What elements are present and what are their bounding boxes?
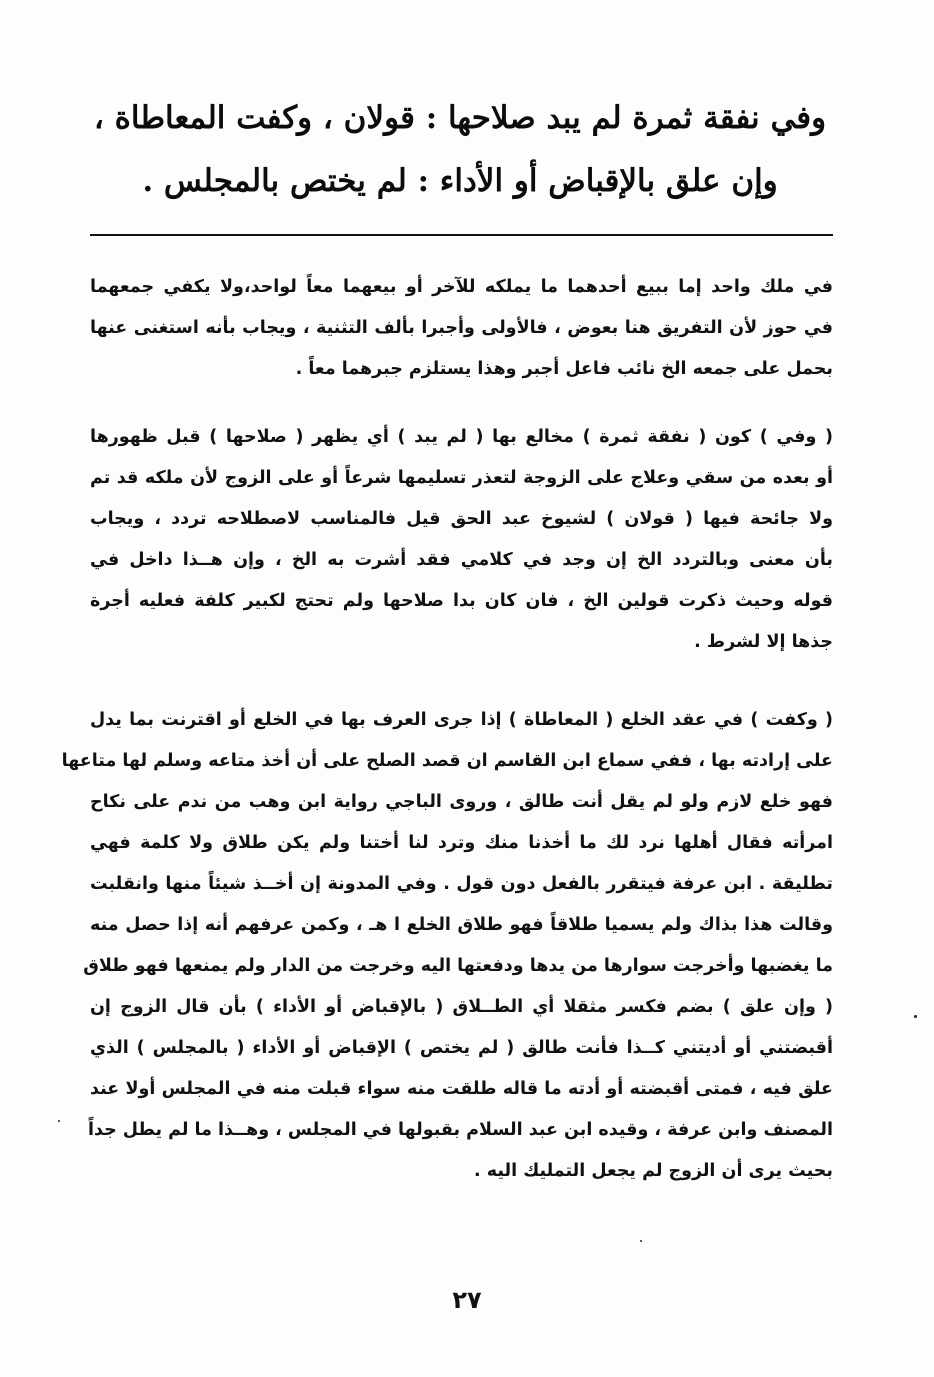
commentary-paragraph-1 (90, 267, 833, 390)
commentary-paragraph-2 (90, 417, 833, 663)
matn-line-2: وإن علق بالإقباض أو الأداء : لم يختص بالمجلس . (142, 163, 778, 199)
text-line: ( وكفت ) في عقد الخلع ( المعاطاة ) إذا جرى العرف بها في الخلع أو اقترنت بما يدل (90, 710, 833, 730)
text-line: في حوز لأن التفريق هنا بعوض ، فالأولى وأجبرا بألف التثنية ، ويجاب بأنه استغنى عنها (90, 318, 833, 338)
text-line: قوله وحيث ذكرت قولين الخ ، فان كان بدا صلاحها ولم تحتج لكبير كلفة فعليه أجرة (90, 591, 833, 611)
scan-speck (58, 1120, 60, 1122)
scan-speck (640, 1240, 642, 1242)
text-line: أو بعده من سقي وعلاج على الزوجة لتعذر تسليمها شرعاً أو على الزوج لأن ملكه قد تم (90, 468, 833, 488)
text-line: أقبضتني أو أديتني كــذا فأنت طالق ( لم يختص ) الإقباض أو الأداء ( بالمجلس ) الذي (90, 1038, 833, 1058)
header-divider (90, 234, 833, 236)
text-line: بحمل على جمعه الخ نائب فاعل أجبر وهذا يستلزم جبرهما معاً . (295, 359, 833, 379)
text-line: في ملك واحد إما ببيع أحدهما ما يملكه للآخر أو بيعهما معاً لواحد،ولا يكفي جمعهما (90, 277, 833, 297)
scan-speck (914, 1015, 917, 1018)
text-line: امرأته فقال أهلها نرد لك ما أخذنا منك وترد لنا أختنا ولم يكن طلاق ولا كلمة فهي (90, 833, 833, 853)
text-line: بحيث يرى أن الزوج لم يجعل التمليك اليه . (474, 1161, 833, 1181)
text-line: ما يغضبها وأخرجت سوارها من يدها ودفعتها اليه وخرجت من الدار ولم يمنعها فهو طلاق (83, 956, 833, 976)
commentary-paragraph-3 (61, 700, 833, 1192)
text-line: المصنف وابن عرفة ، وقيده ابن عبد السلام بقبولها في المجلس ، وهــذا ما لم يطل جداً (87, 1120, 833, 1140)
text-line: وقالت هذا بذاك ولم يسميا طلاقاً فهو طلاق الخلع ا هـ ، وكمن عرفهم أنه إذا حصل منه (90, 915, 833, 935)
matn-line-1: وفي نفقة ثمرة لم يبد صلاحها : قولان ، وكفت المعاطاة ، (93, 100, 827, 136)
page-number: ٢٧ (452, 1286, 482, 1314)
text-line: فهو خلع لازم ولو لم يقل أنت طالق ، وروى الباجي رواية ابن وهب من ندم على نكاح (90, 792, 833, 812)
text-line: ( وإن علق ) بضم فكسر مثقلا أي الطــلاق ( بالإقباض أو الأداء ) بأن قال الزوج إن (90, 997, 833, 1017)
text-line: جذها إلا لشرط . (694, 632, 833, 652)
text-line: بأن معنى وبالتردد الخ إن وجد في كلامي فقد أشرت به الخ ، وإن هــذا داخل في (90, 550, 833, 570)
text-line: تطليقة . ابن عرفة فيتقرر بالفعل دون قول . وفي المدونة إن أخــذ شيئاً منها وانقلبت (90, 874, 833, 894)
text-line: على إرادته بها ، ففي سماع ابن القاسم ان قصد الصلح على أن أخذ متاعه وسلم لها متاعها (61, 751, 833, 771)
text-line: ( وفي ) كون ( نفقة ثمرة ) مخالع بها ( لم يبد ) أي يظهر ( صلاحها ) قبل ظهورها (90, 427, 833, 447)
text-line: علق فيه ، فمتى أقبضته أو أدته ما قاله طلقت منه سواء قبلت منه في المجلس أولا عند (90, 1079, 833, 1099)
text-line: ولا جائحة فيها ( قولان ) لشيوخ عبد الحق قيل فالمناسب لاصطلاحه تردد ، ويجاب (90, 509, 833, 529)
